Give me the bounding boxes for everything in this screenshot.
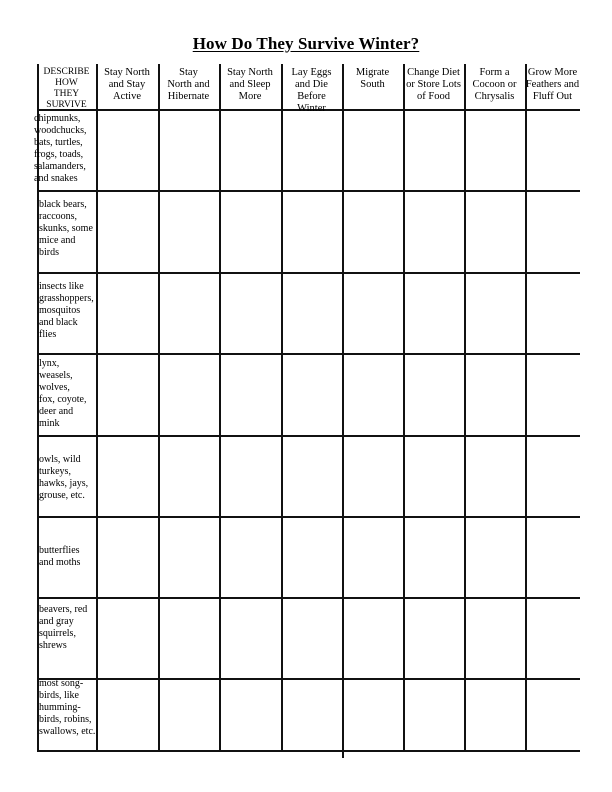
column-divider [219, 64, 221, 752]
row-label-insects: insects like grasshoppers, mosquitos and black flies [39, 281, 94, 340]
row-divider [37, 272, 580, 274]
column-header-sleep-more: Stay North and Sleep More [227, 67, 273, 102]
column-divider [403, 64, 405, 752]
column-header-migrate: Migrate South [355, 67, 390, 90]
row-divider [37, 516, 580, 518]
column-header-lay-eggs: Lay Eggs and Die Before Winter [291, 67, 332, 114]
column-header-hibernate: Stay North and Hibernate [167, 67, 210, 102]
row-label-black-bears: black bears, raccoons, skunks, some mice and birds [39, 199, 93, 258]
column-divider [464, 64, 466, 752]
column-divider [342, 64, 344, 752]
column-divider [158, 64, 160, 752]
row-label-owls: owls, wild turkeys, hawks, jays, grouse, etc. [39, 454, 89, 501]
row-divider [37, 750, 580, 752]
column-header-describe: DESCRIBE HOW THEY SURVIVE [43, 67, 90, 110]
column-divider [281, 64, 283, 752]
row-divider [37, 597, 580, 599]
row-label-chipmunks: chipmunks, woodchucks, bats, turtles, frogs, toads, salamanders, and snakes [34, 113, 87, 184]
row-label-songbirds: most song- birds, like humming- birds, robins, swallows, etc. [39, 678, 96, 737]
row-label-butterflies: butterflies and moths [39, 545, 81, 568]
column-divider [525, 64, 527, 752]
column-header-feathers: Grow More Feathers and Fluff Out [525, 67, 580, 102]
row-divider [37, 190, 580, 192]
page-title: How Do They Survive Winter? [192, 34, 420, 53]
row-label-beavers: beavers, red and gray squirrels, shrews [39, 604, 88, 651]
row-divider [37, 353, 580, 355]
row-label-lynx: lynx, weasels, wolves, fox, coyote, deer and mink [39, 358, 87, 429]
row-divider [37, 678, 580, 680]
bottom-tick [342, 750, 344, 758]
row-divider [37, 435, 580, 437]
column-header-change-diet: Change Diet or Store Lots of Food [406, 67, 461, 102]
column-header-stay-north-active: Stay North and Stay Active [104, 67, 150, 102]
column-header-cocoon: Form a Cocoon or Chrysalis [472, 67, 517, 102]
survival-table [34, 64, 580, 752]
